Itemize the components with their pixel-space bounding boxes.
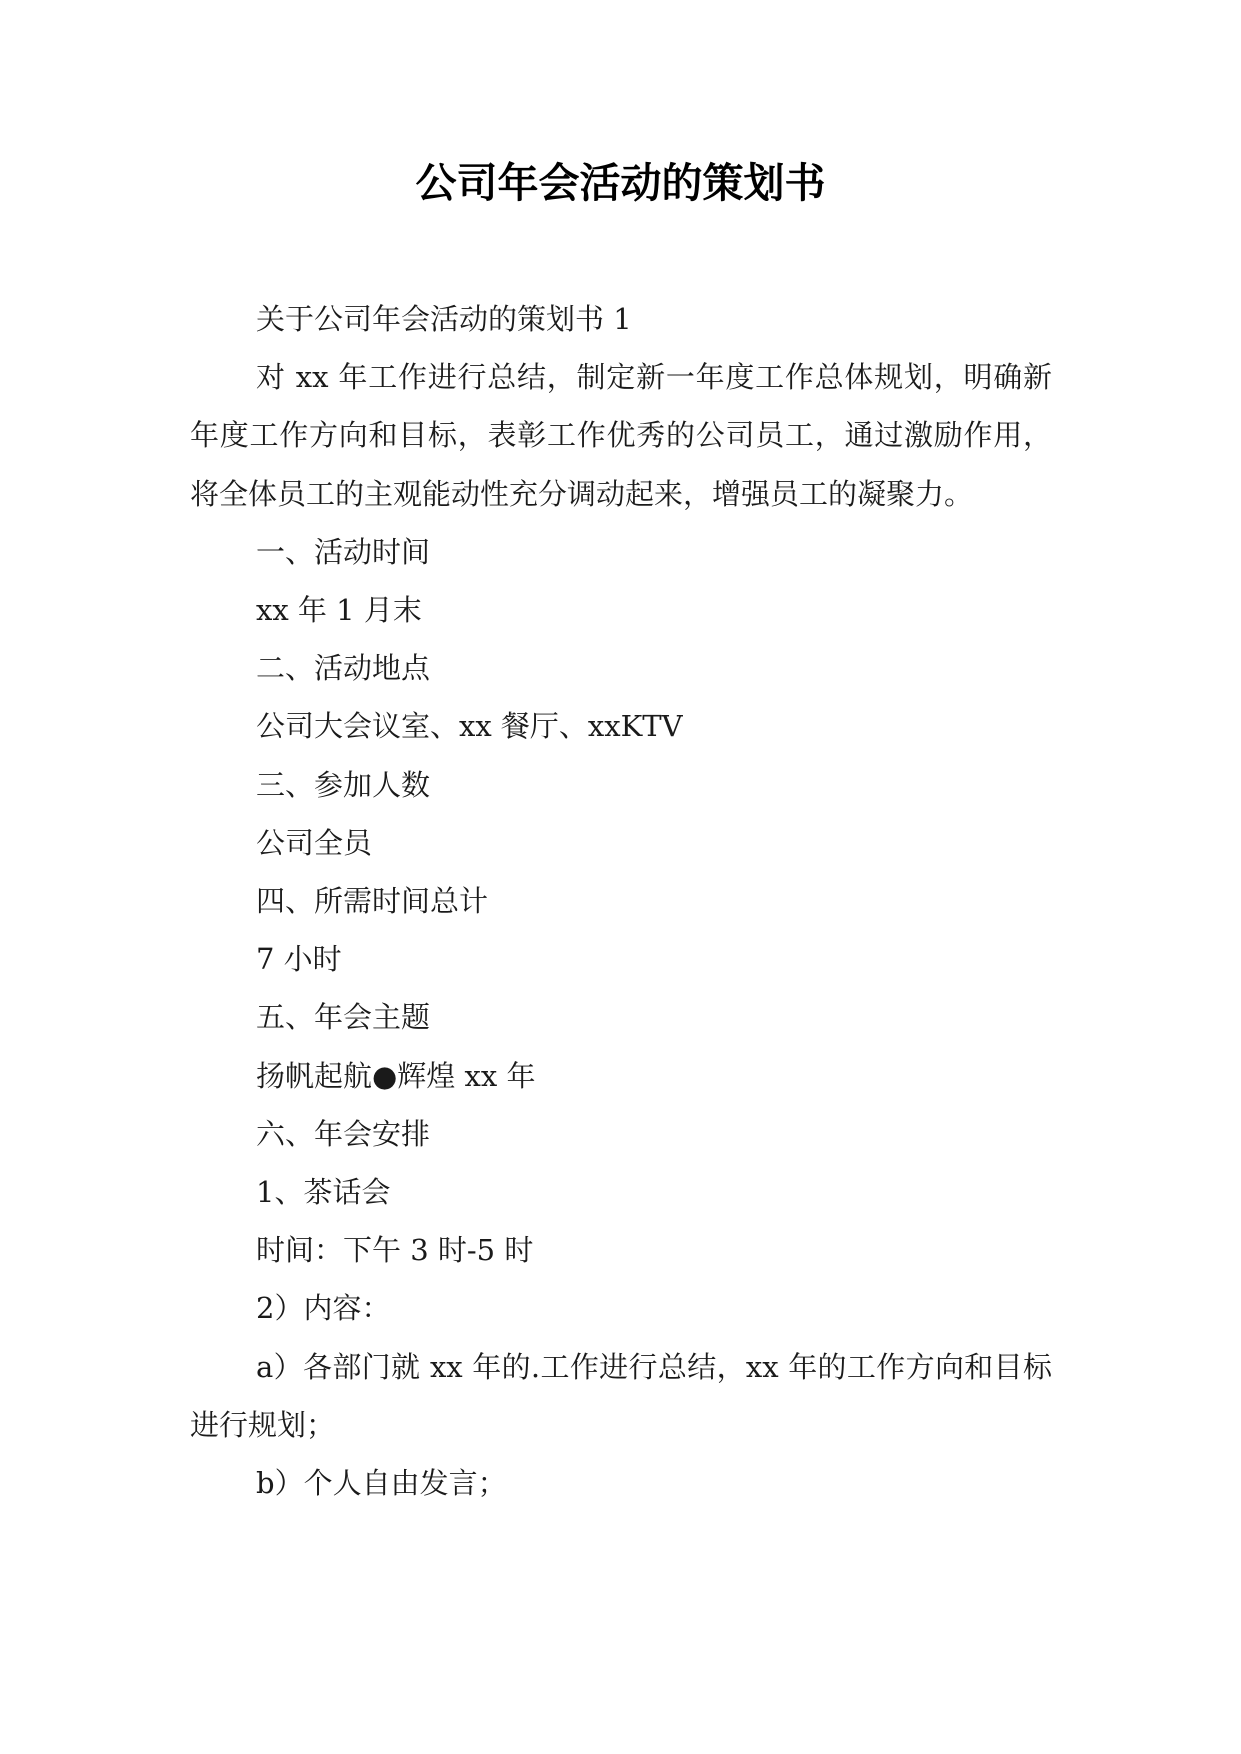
document-body xyxy=(190,290,1052,1512)
intro-paragraph: 对 xx 年工作进行总结，制定新一年度工作总体规划，明确新年度工作方向和目标，表彰工作优秀的公司员工，通过激励作用，将全体员工的主观能动性充分调动起来，增强员工的凝聚力。 xyxy=(190,360,1052,511)
section-heading-theme: 五、年会主题 xyxy=(256,1000,431,1035)
activity-time-value: xx 年 1 月末 xyxy=(256,593,422,628)
section-heading-intro: 关于公司年会活动的策划书 1 xyxy=(256,302,632,336)
content-item-a: a）各部门就 xx 年的.工作进行总结，xx 年的工作方向和目标进行规划； xyxy=(190,1349,1052,1442)
tea-party-content-heading: 2）内容： xyxy=(256,1291,391,1326)
document-title: 公司年会活动的策划书 xyxy=(415,159,826,207)
arrangement-item-tea-party: 1、茶话会 xyxy=(256,1175,391,1210)
content-item-b: b）个人自由发言； xyxy=(256,1466,507,1501)
duration-value: 7 小时 xyxy=(256,942,342,977)
participants-value: 公司全员 xyxy=(256,825,373,860)
section-heading-participants: 三、参加人数 xyxy=(256,767,431,802)
tea-party-time: 时间：下午 3 时-5 时 xyxy=(256,1233,534,1268)
section-heading-arrangement: 六、年会安排 xyxy=(256,1116,431,1151)
section-heading-time: 一、活动时间 xyxy=(256,534,431,569)
activity-location-value: 公司大会议室、xx 餐厅、xxKTV xyxy=(256,709,683,744)
section-heading-duration: 四、所需时间总计 xyxy=(256,884,489,919)
section-heading-location: 二、活动地点 xyxy=(256,651,431,686)
theme-value: 扬帆起航●辉煌 xx 年 xyxy=(256,1058,536,1093)
